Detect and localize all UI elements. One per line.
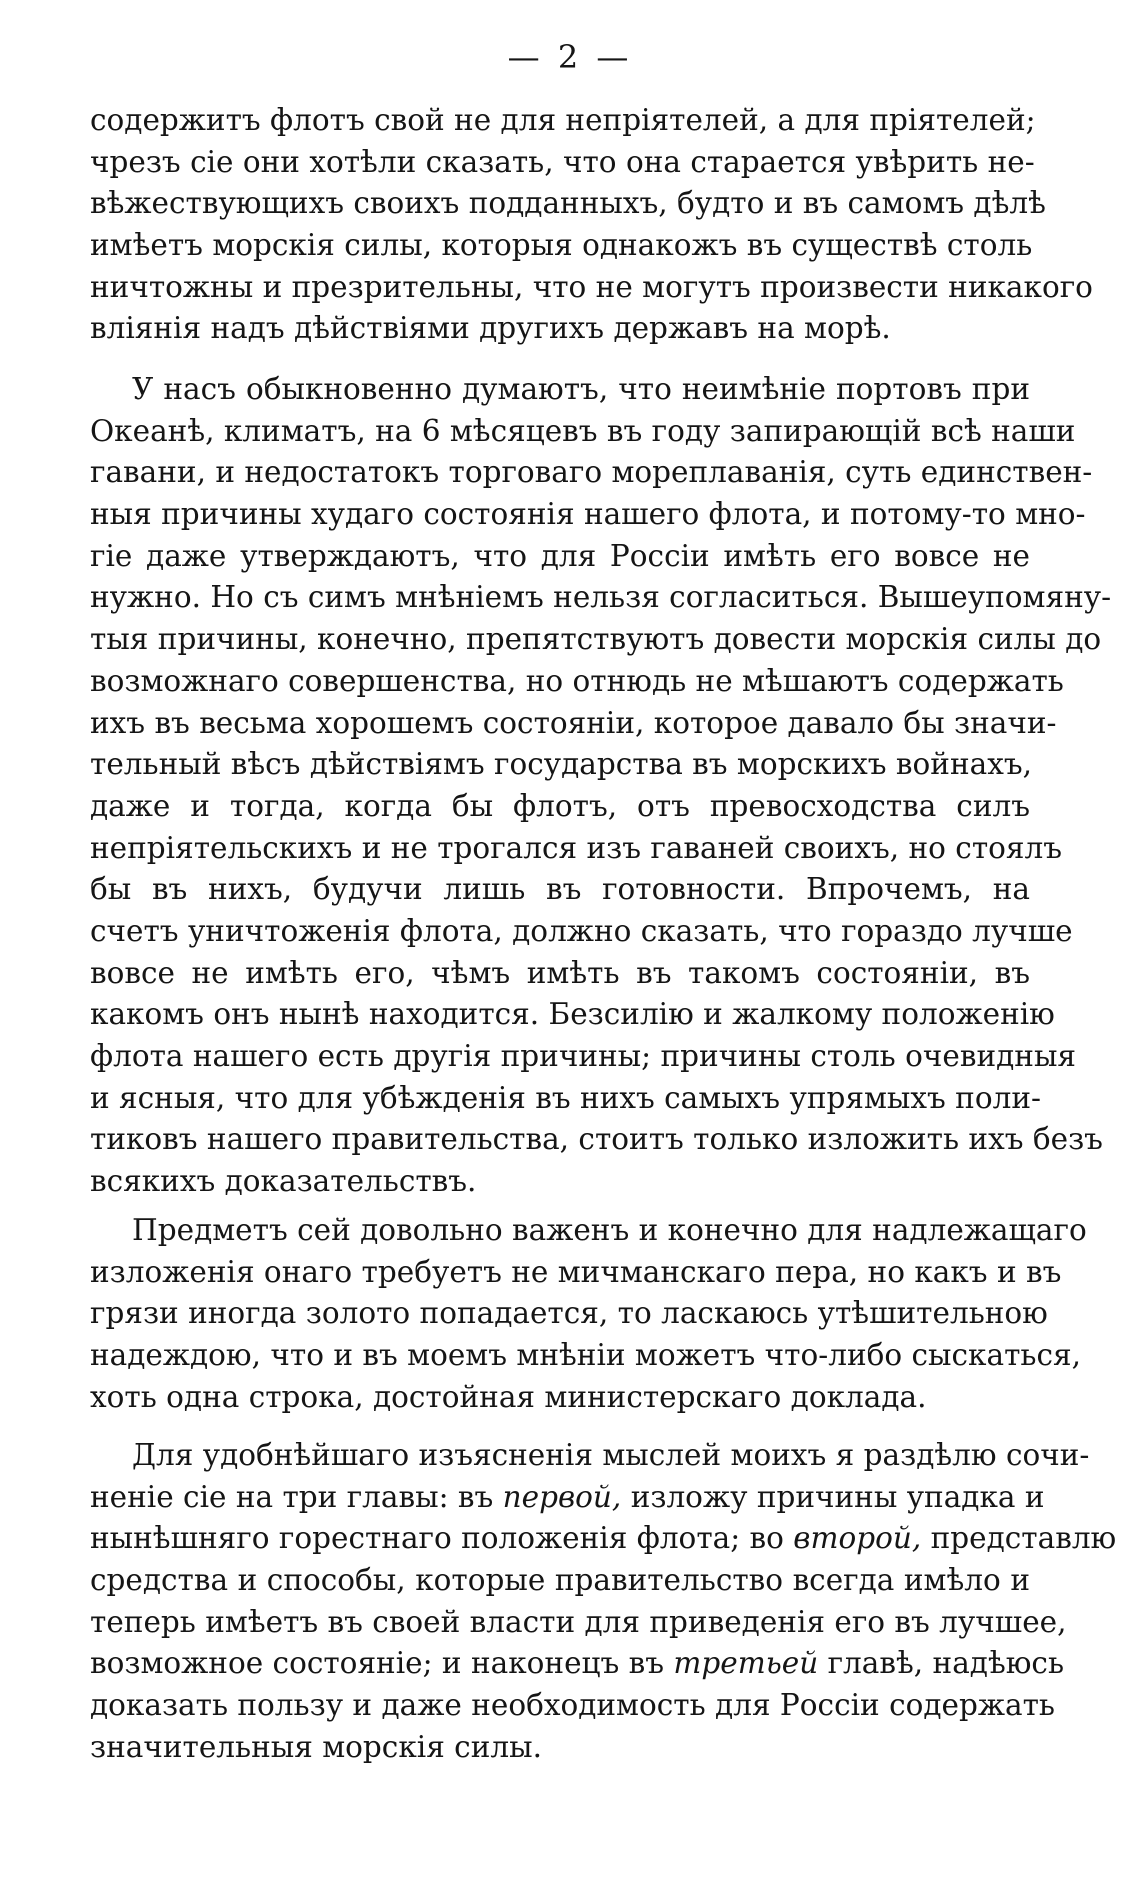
text-line: гавани, и недостатокъ торговаго мореплаванія, суть единствен- (90, 455, 1093, 490)
text-line: тиковъ нашего правительства, стоитъ только изложить ихъ безъ (90, 1122, 1103, 1157)
text-line: всякихъ доказательствъ. (90, 1164, 477, 1199)
text-line: нужно. Но съ симъ мнѣніемъ нельзя согласиться. Вышеупомяну- (90, 580, 1112, 615)
text-line: значительныя морскія силы. (90, 1729, 542, 1764)
text-line: неніе сіе на три главы: въ первой, изложу причины упадка и (90, 1479, 1045, 1514)
text-line: чрезъ сіе они хотѣли сказать, что она старается увѣрить не- (90, 144, 1035, 179)
italic-emphasis: первой, (502, 1479, 622, 1514)
paragraph-4 (90, 1435, 1117, 1769)
text-line: Для удобнѣйшаго изъясненія мыслей моихъ я раздѣлю сочи- (132, 1438, 1090, 1472)
text-line: содержитъ флотъ свой не для непріятелей, а для пріятелей; (90, 103, 1036, 137)
text-line: доказать пользу и даже необходимость для Россіи содержать (90, 1688, 1055, 1723)
text-line: хоть одна строка, достойная министерскаго доклада. (90, 1379, 927, 1414)
text-line: У насъ обыкновенно думаютъ, что неимѣніе портовъ при (132, 372, 1030, 406)
text-line: ныя причины худаго состоянія нашего флота, и потому-то мно- (90, 497, 1086, 532)
text-line: счетъ уничтоженія флота, должно сказать, что гораздо лучше (90, 913, 1073, 948)
page-number: — 2 — (507, 38, 633, 76)
text-line: возможнаго совершенства, но отнюдь не мѣшаютъ содержать (90, 663, 1064, 698)
text-line: тыя причины, конечно, препятствуютъ довести морскія силы до (90, 622, 1102, 657)
text-line: изложенія онаго требуетъ не мичманскаго пера, но какъ и въ (90, 1254, 1062, 1289)
text-line: теперь имѣетъ въ своей власти для приведенія его въ лучшее, (90, 1604, 1067, 1639)
text-line: Предметъ сей довольно важенъ и конечно для надлежащаго (132, 1213, 1087, 1247)
text-line: возможное состояніе; и наконецъ въ третьей главѣ, надѣюсь (90, 1646, 1064, 1681)
text-line: надеждою, что и въ моемъ мнѣніи можетъ что-либо сыскаться, (90, 1338, 1081, 1373)
text-line: имѣетъ морскія силы, которыя однакожъ въ существѣ столь (90, 228, 1033, 263)
italic-emphasis: второй, (793, 1521, 922, 1556)
text-line: грязи иногда золото попадается, то ласкаюсь утѣшительною (90, 1296, 1048, 1331)
text-line: какомъ онъ нынѣ находится. Безсилію и жалкому положенію (90, 997, 1055, 1032)
paragraph-2 (90, 369, 1112, 1203)
paragraph-3 (90, 1210, 1087, 1418)
text-line: вліянія надъ дѣйствіями другихъ державъ на морѣ. (90, 311, 891, 346)
paragraph-1 (90, 100, 1093, 350)
text-line: Океанѣ, климатъ, на 6 мѣсяцевъ въ году запирающій всѣ наши (90, 413, 1076, 448)
text-line: нынѣшняго горестнаго положенія флота; во второй, представлю (90, 1521, 1117, 1556)
text-line: даже и тогда, когда бы флотъ, отъ превосходства силъ (90, 788, 1030, 823)
text-line: непріятельскихъ и не трогался изъ гаваней своихъ, но стоялъ (90, 830, 1063, 865)
text-line: бы въ нихъ, будучи лишь въ готовности. Впрочемъ, на (90, 872, 1030, 907)
italic-emphasis: третьей (673, 1646, 819, 1681)
text-line: гіе даже утверждаютъ, что для Россіи имѣть его вовсе не (90, 538, 1030, 573)
text-line: флота нашего есть другія причины; причины столь очевидныя (90, 1039, 1077, 1073)
text-line: тельный вѣсъ дѣйствіямъ государства въ морскихъ войнахъ, (90, 747, 1032, 782)
text-line: вовсе не имѣть его, чѣмъ имѣть въ такомъ состояніи, въ (90, 955, 1030, 990)
text-line: вѣжествующихъ своихъ подданныхъ, будто и въ самомъ дѣлѣ (90, 186, 1046, 221)
text-line: ничтожны и презрительны, что не могутъ произвести никакого (90, 269, 1093, 304)
text-line: и ясныя, что для убѣжденія въ нихъ самыхъ упрямыхъ поли- (90, 1080, 1041, 1115)
text-line: средства и способы, которые правительство всегда имѣло и (90, 1563, 1030, 1598)
text-line: ихъ въ весьма хорошемъ состояніи, которое давало бы значи- (90, 705, 1057, 740)
